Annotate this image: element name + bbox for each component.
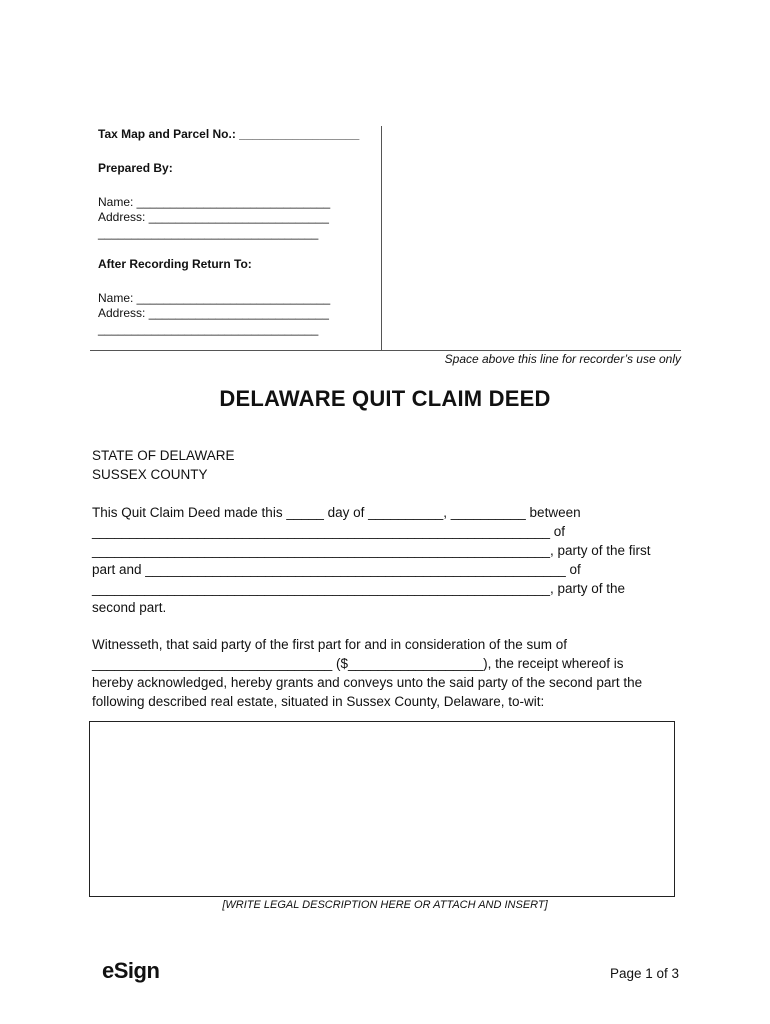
recorder-use-note: Space above this line for recorder’s use only xyxy=(444,352,681,366)
deed-intro-line-1: This Quit Claim Deed made this _____ day of __________, __________ between xyxy=(92,505,581,520)
witnesseth-line-4: following described real estate, situated in Sussex County, Delaware, to-wit: xyxy=(92,694,545,709)
witnesseth-line-3: hereby acknowledged, hereby grants and conveys unto the said party of the second part the xyxy=(92,675,643,690)
page-number: Page 1 of 3 xyxy=(609,966,679,981)
deed-intro-line-6: second part. xyxy=(92,600,167,615)
esign-logo: eSign xyxy=(102,958,160,983)
deed-intro-line-4: part and ________________________________________________________ of xyxy=(92,562,581,577)
deed-intro-line-2: _____________________________________________________________ of xyxy=(92,524,566,539)
witnesseth-line-2: ________________________________ ($__________________), the receipt whereof is xyxy=(92,656,624,671)
prepared-by-address-line2: _________________________________ xyxy=(98,226,319,240)
deed-intro-line-3: _____________________________________________________________, party of the first xyxy=(92,543,651,558)
deed-intro-line-5: _____________________________________________________________, party of the xyxy=(92,581,626,596)
return-to-name-field: Name: _____________________________ xyxy=(98,291,331,305)
prepared-by-name-field: Name: _____________________________ xyxy=(98,195,331,209)
header-vertical-divider xyxy=(381,126,382,350)
recorder-space-divider xyxy=(90,350,681,351)
venue-county: SUSSEX COUNTY xyxy=(92,467,208,482)
legal-description-note: [WRITE LEGAL DESCRIPTION HERE OR ATTACH AND INSERT] xyxy=(222,899,548,911)
witnesseth-line-1: Witnesseth, that said party of the first part for and in consideration of the sum of xyxy=(92,637,567,652)
return-to-address-line2: _________________________________ xyxy=(98,322,319,336)
return-to-heading: After Recording Return To: xyxy=(98,257,252,271)
legal-description-box[interactable] xyxy=(89,721,675,897)
prepared-by-heading: Prepared By: xyxy=(98,161,173,175)
prepared-by-address-field: Address: ___________________________ xyxy=(98,210,329,224)
document-title: DELAWARE QUIT CLAIM DEED xyxy=(219,386,551,411)
venue-state: STATE OF DELAWARE xyxy=(92,448,235,463)
return-to-address-field: Address: ___________________________ xyxy=(98,306,329,320)
tax-map-parcel-field: Tax Map and Parcel No.: __________________ xyxy=(98,127,360,141)
